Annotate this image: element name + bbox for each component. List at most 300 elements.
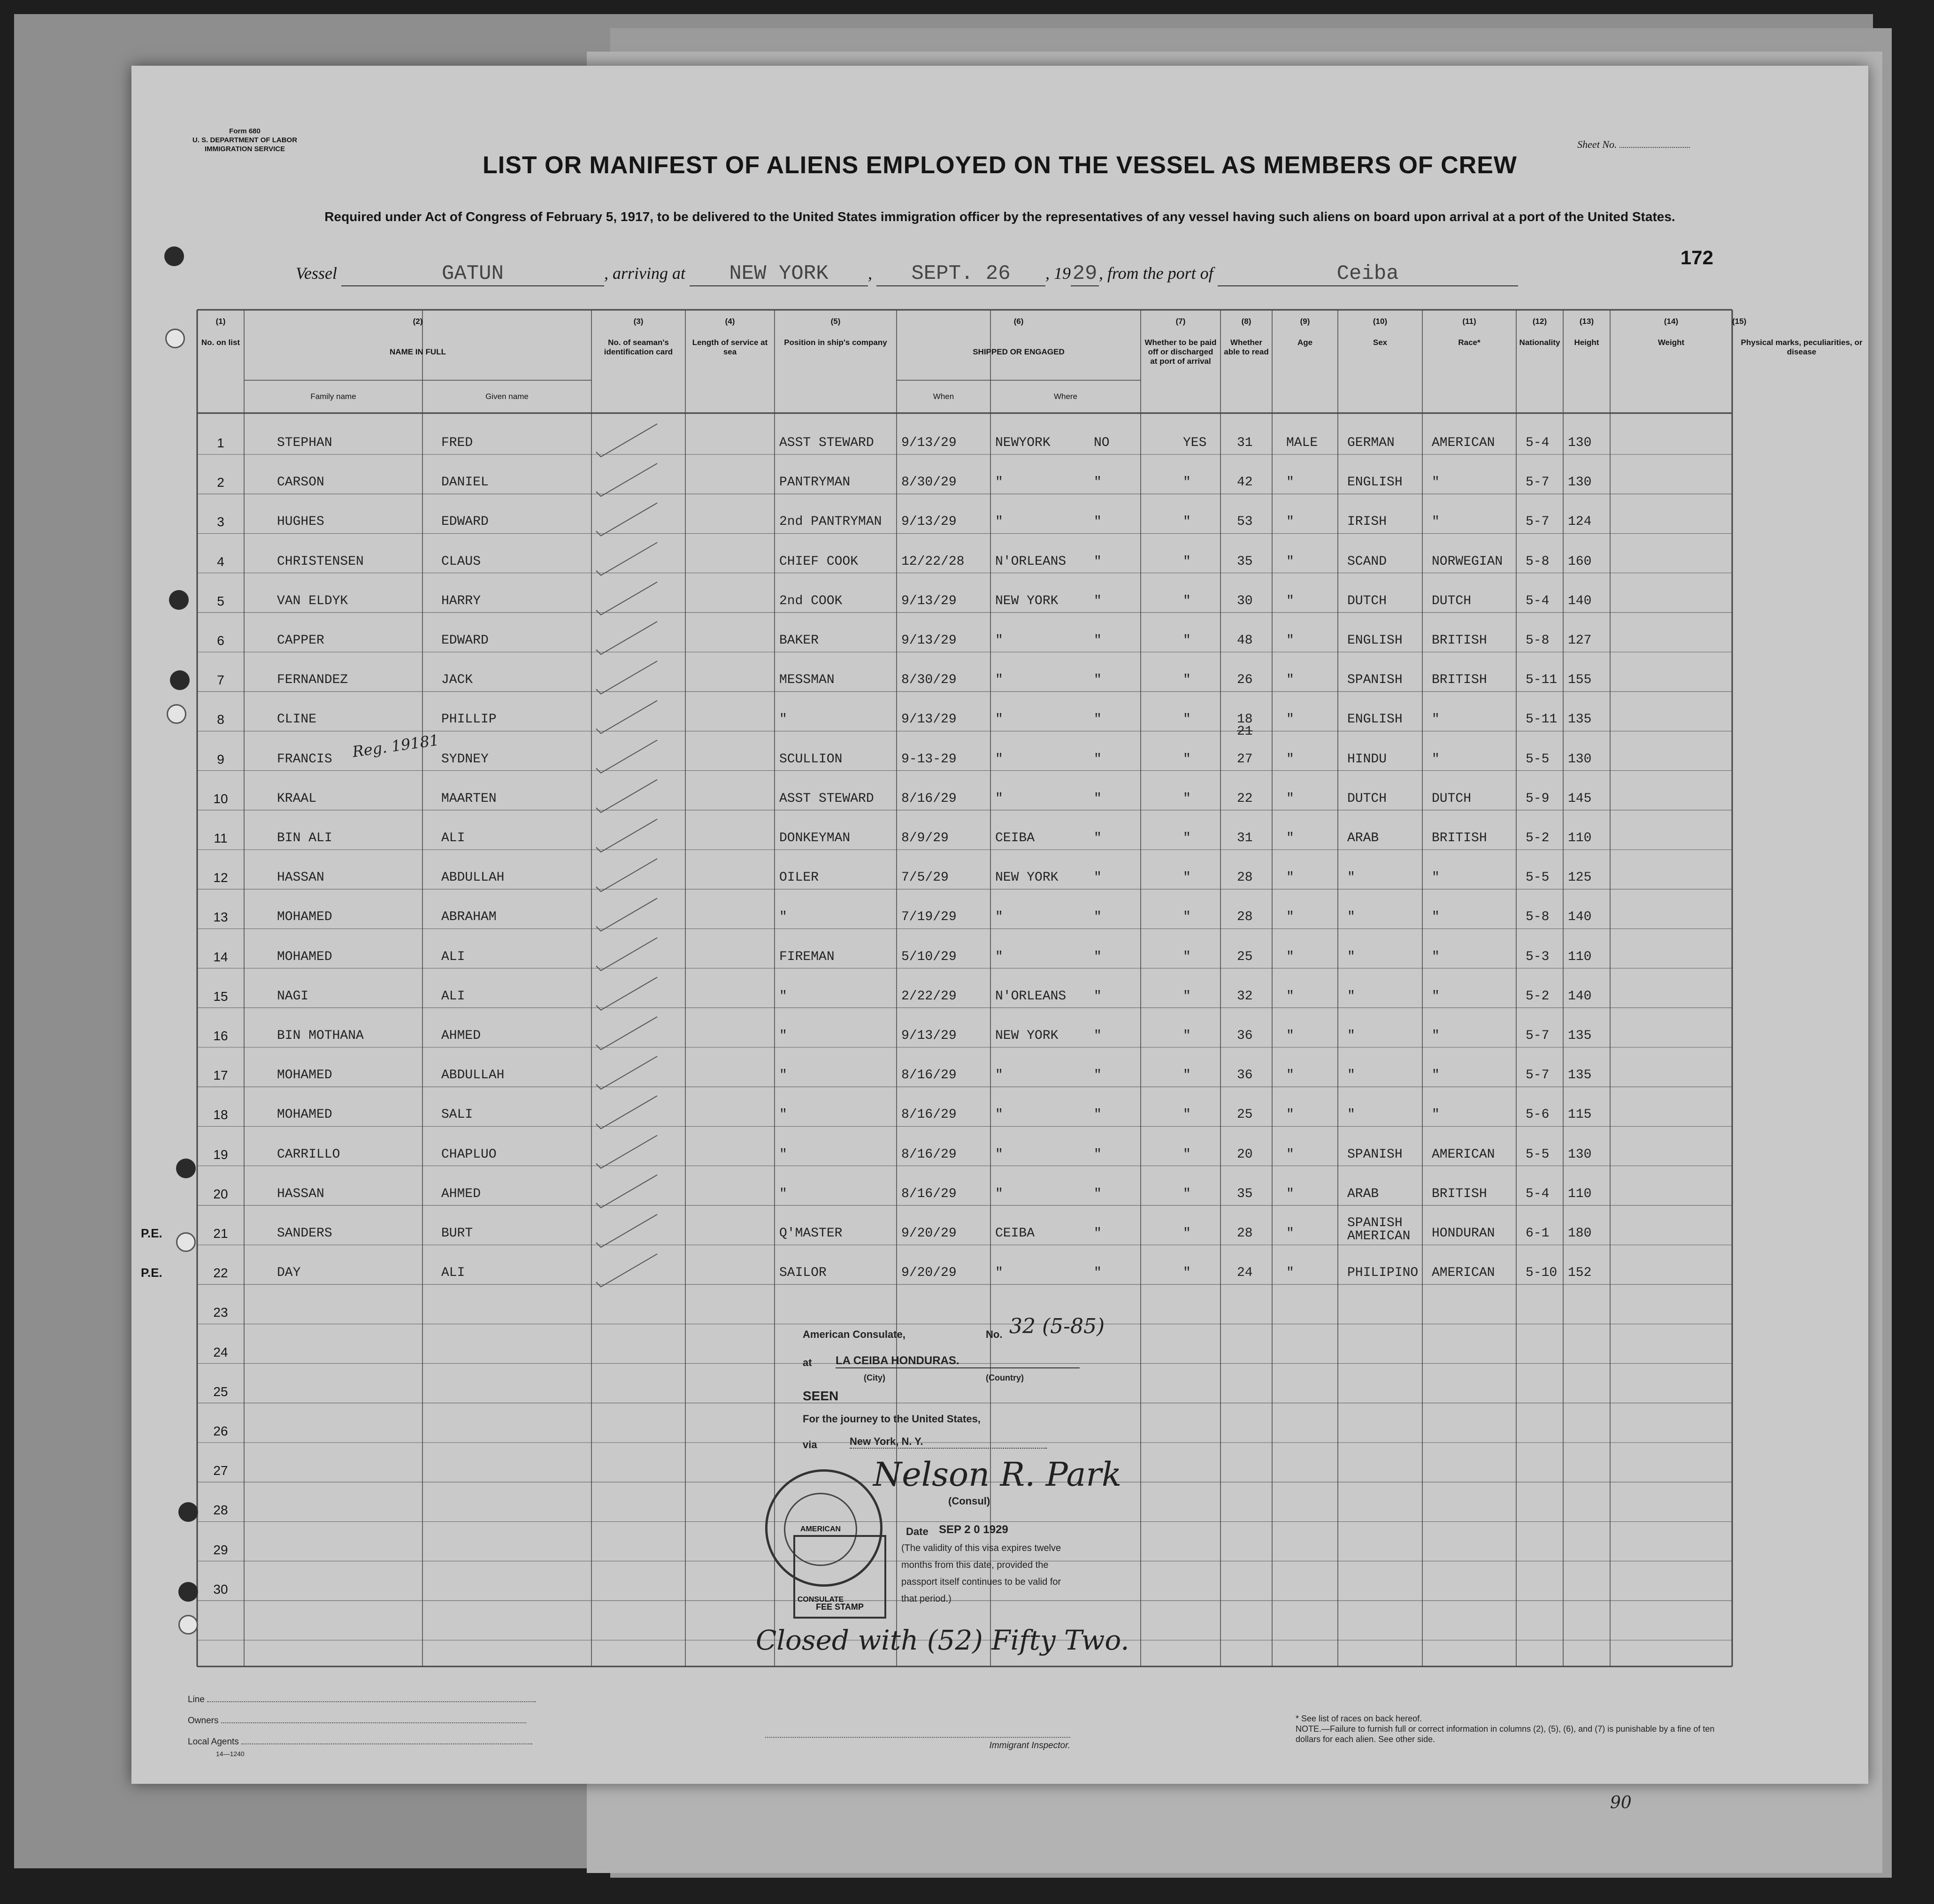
binder-hole (176, 1159, 196, 1178)
cell-family: KRAAL (277, 791, 317, 806)
column-number: (12) (1532, 317, 1547, 326)
cell-weight: 140 (1568, 593, 1592, 608)
row-number: 28 (213, 1503, 228, 1518)
check-mark (596, 1254, 657, 1287)
cell-sex: " (1286, 870, 1294, 885)
cell-family: MOHAMED (277, 1107, 332, 1122)
row-number: 24 (213, 1344, 228, 1359)
cell-height: 5-2 (1526, 831, 1550, 845)
cell-family: MOHAMED (277, 1068, 332, 1083)
service: IMMIGRATION SERVICE (204, 145, 285, 153)
cell-paid: NO (1094, 436, 1110, 450)
row-number: 9 (217, 752, 224, 767)
cell-height: 5-7 (1526, 1068, 1550, 1083)
row-number: 17 (213, 1068, 228, 1083)
column-number: (5) (830, 317, 841, 326)
cell-given: ABDULLAH (441, 870, 505, 885)
cell-where: " (995, 752, 1003, 767)
cell-height: 5-5 (1526, 1147, 1550, 1162)
row-number: 23 (213, 1305, 228, 1320)
cell-when: 2/22/29 (901, 989, 957, 1004)
cell-where: " (995, 1147, 1003, 1162)
check-mark (596, 503, 657, 536)
column-number: (1) (215, 317, 226, 326)
binder-hole (165, 329, 185, 348)
binder-hole (170, 670, 190, 690)
cell-when: 9/13/29 (901, 1029, 957, 1043)
row-number: 12 (213, 870, 228, 885)
cell-race: SCAND (1347, 554, 1387, 569)
column-number: (2) (413, 317, 423, 326)
cell-sex: " (1286, 1107, 1294, 1122)
cell-race: " (1347, 1068, 1355, 1083)
from-port: Ceiba (1218, 262, 1518, 286)
footer-note: * See list of races on back hereof. NOTE.—Failure to furnish full or correct information in columns (2), (5), (6), and (7) is punishable by a fine of ten dollars for each alien. See other side. (1296, 1714, 1715, 1744)
cell-family: BIN ALI (277, 831, 332, 845)
cell-weight: 152 (1568, 1266, 1592, 1281)
cell-given: JACK (441, 673, 473, 688)
cell-height: 5-5 (1526, 870, 1550, 885)
cell-nationality: " (1432, 514, 1440, 530)
consul-signature: Nelson R. Park (873, 1455, 1122, 1494)
cell-read: " (1183, 1186, 1191, 1201)
cell-when: 8/9/29 (901, 831, 949, 845)
cell-family: FRANCIS (277, 752, 332, 767)
cell-when: 8/16/29 (901, 791, 957, 806)
cell-sex: " (1286, 791, 1294, 806)
row-number: 3 (217, 514, 224, 530)
binder-hole (167, 704, 186, 724)
cell-read: " (1183, 791, 1191, 806)
cell-nationality: " (1432, 475, 1440, 490)
cell-given: BURT (441, 1226, 473, 1241)
cell-where: " (995, 1266, 1003, 1281)
cell-nationality: BRITISH (1432, 831, 1487, 845)
cell-when: 8/16/29 (901, 1068, 957, 1083)
journey-label: For the journey to the United States, (803, 1413, 981, 1425)
cell-paid: " (1094, 554, 1102, 569)
check-mark (596, 1214, 657, 1247)
cell-where: " (995, 712, 1003, 727)
age-overwrite: 21 (1237, 724, 1253, 739)
cell-where: " (995, 1186, 1003, 1201)
cell-sex: " (1286, 1147, 1294, 1162)
cell-sex: " (1286, 989, 1294, 1004)
cell-family: HASSAN (277, 870, 324, 885)
cell-read: YES (1183, 436, 1207, 450)
cell-family: NAGI (277, 989, 309, 1004)
margin-note: 90 (1610, 1793, 1632, 1812)
row-number: 6 (217, 633, 224, 648)
vessel-line: Vessel GATUN , arriving at NEW YORK , SEPT. 26 , 1929, from the port of Ceiba (296, 262, 1518, 286)
cell-when: 5/10/29 (901, 949, 957, 964)
cell-family: CARSON (277, 475, 324, 490)
cell-paid: " (1094, 712, 1102, 727)
cell-position: MESSMAN (779, 673, 835, 688)
cell-weight: 130 (1568, 475, 1592, 490)
cell-race: ENGLISH (1347, 475, 1403, 490)
cell-height: 5-11 (1526, 673, 1558, 688)
arrival-year: 29 (1071, 262, 1099, 286)
pe-mark: P.E. (141, 1266, 162, 1280)
row-number: 22 (213, 1266, 228, 1281)
cell-age: 26 (1237, 673, 1253, 688)
column-subheader: When (933, 392, 954, 401)
cell-paid: " (1094, 1266, 1102, 1281)
cell-family: BIN MOTHANA (277, 1029, 364, 1043)
column-header: Sex (1373, 338, 1388, 347)
cell-weight: 135 (1568, 712, 1592, 727)
cell-family: SANDERS (277, 1226, 332, 1241)
binder-hole (178, 1502, 198, 1522)
cell-read: " (1183, 514, 1191, 530)
cell-nationality: " (1432, 1029, 1440, 1043)
cell-sex: " (1286, 831, 1294, 845)
column-number: (15) (1732, 317, 1747, 326)
row-number: 11 (214, 831, 228, 845)
cell-read: " (1183, 1226, 1191, 1241)
binder-hole (164, 246, 184, 266)
cell-when: 9/20/29 (901, 1266, 957, 1281)
cell-when: 9/13/29 (901, 712, 957, 727)
cell-given: EDWARD (441, 633, 489, 648)
cell-weight: 130 (1568, 436, 1592, 450)
cell-paid: " (1094, 949, 1102, 964)
row-number: 25 (213, 1384, 228, 1399)
cell-nationality: " (1432, 752, 1440, 767)
cell-age: 31 (1237, 831, 1253, 845)
binder-hole (169, 590, 189, 610)
cell-age: 18 (1237, 712, 1253, 727)
closed-note: Closed with (52) Fifty Two. (756, 1624, 1129, 1656)
cell-race: " (1347, 870, 1355, 885)
cell-when: 7/5/29 (901, 870, 949, 885)
cell-read: " (1183, 1029, 1191, 1043)
column-number: (11) (1462, 317, 1476, 326)
cell-race: " (1347, 1107, 1355, 1122)
cell-read: " (1183, 554, 1191, 569)
cell-nationality: " (1432, 910, 1440, 925)
cell-where: NEW YORK (995, 593, 1059, 608)
column-number: (6) (1013, 317, 1024, 326)
row-number: 14 (213, 949, 228, 964)
cell-when: 8/30/29 (901, 475, 957, 490)
row-number: 7 (217, 673, 224, 688)
cell-when: 9/13/29 (901, 633, 957, 648)
form-subtitle: Required under Act of Congress of February 5, 1917, to be delivered to the United States immigration officer by the representatives of any vessel having such aliens on board upon arrival at a port of the United States. (324, 209, 1675, 224)
cell-position: " (779, 1068, 787, 1083)
cell-sex: " (1286, 633, 1294, 648)
cell-height: 5-7 (1526, 475, 1550, 490)
cell-paid: " (1094, 1186, 1102, 1201)
cell-age: 35 (1237, 554, 1253, 569)
column-number: (8) (1241, 317, 1251, 326)
column-subheader: Family name (310, 392, 356, 401)
cell-read: " (1183, 633, 1191, 648)
cell-where: NEW YORK (995, 870, 1059, 885)
column-header: No. of seaman's identification card (604, 338, 673, 356)
cell-given: FRED (441, 436, 473, 450)
cell-read: " (1183, 475, 1191, 490)
column-header: NAME IN FULL (390, 347, 446, 356)
cell-when: 9/13/29 (901, 514, 957, 530)
cell-when: 12/22/28 (901, 554, 965, 569)
cell-given: CHAPLUO (441, 1147, 497, 1162)
consulate-label: American Consulate, (803, 1328, 906, 1340)
cell-where: " (995, 514, 1003, 530)
cell-sex: " (1286, 910, 1294, 925)
cell-weight: 124 (1568, 514, 1592, 530)
binder-hole (176, 1232, 196, 1252)
cell-height: 5-8 (1526, 633, 1550, 648)
cell-position: ASST STEWARD (779, 436, 874, 450)
check-mark (596, 463, 657, 496)
check-mark (596, 582, 657, 615)
check-mark (596, 1096, 657, 1129)
sheet-number: Sheet No. (1577, 138, 1690, 151)
cell-race: ARAB (1347, 1186, 1379, 1201)
cell-given: ABRAHAM (441, 910, 497, 925)
column-subheader: Where (1053, 392, 1078, 401)
cell-given: CLAUS (441, 554, 481, 569)
row-number: 18 (213, 1107, 228, 1122)
row-number: 29 (213, 1542, 228, 1557)
cell-age: 31 (1237, 436, 1253, 450)
cell-weight: 135 (1568, 1029, 1592, 1043)
cell-paid: " (1094, 514, 1102, 530)
cell-when: 9-13-29 (901, 752, 957, 767)
cell-given: AHMED (441, 1186, 481, 1201)
cell-race: SPANISH AMERICAN (1347, 1216, 1411, 1244)
column-header: Position in ship's company (784, 338, 887, 347)
check-mark (596, 898, 657, 931)
cell-where: " (995, 949, 1003, 964)
cell-height: 5-3 (1526, 949, 1550, 964)
row-number: 2 (217, 475, 224, 490)
cell-position: SAILOR (779, 1266, 827, 1281)
cell-position: FIREMAN (779, 949, 835, 964)
row-number: 1 (217, 436, 224, 450)
cell-height: 5-5 (1526, 752, 1550, 767)
date-value: SEP 2 0 1929 (939, 1523, 1008, 1536)
cell-age: 32 (1237, 989, 1253, 1004)
cell-height: 5-4 (1526, 436, 1550, 450)
row-number: 16 (213, 1029, 228, 1043)
arrival-port: NEW YORK (690, 262, 868, 286)
country-label: (Country) (986, 1373, 1024, 1382)
cell-read: " (1183, 910, 1191, 925)
cell-given: SYDNEY (441, 752, 489, 767)
column-header: Race* (1458, 338, 1481, 347)
cell-sex: " (1286, 593, 1294, 608)
cell-race: " (1347, 910, 1355, 925)
cell-when: 8/16/29 (901, 1147, 957, 1162)
row-number: 19 (213, 1147, 228, 1162)
cell-age: 48 (1237, 633, 1253, 648)
consulate-seal-text: AMERICAN CONSULATE (784, 1493, 857, 1566)
column-subheader: Given name (485, 392, 529, 401)
seen-label: SEEN (803, 1389, 839, 1403)
check-mark (596, 977, 657, 1010)
row-number: 26 (213, 1424, 228, 1438)
consulate-number-label: No. (986, 1328, 1003, 1340)
cell-height: 5-2 (1526, 989, 1550, 1004)
cell-family: CLINE (277, 712, 317, 727)
cell-family: STEPHAN (277, 436, 332, 450)
cell-race: " (1347, 989, 1355, 1004)
form-title: LIST OR MANIFEST OF ALIENS EMPLOYED ON THE VESSEL AS MEMBERS OF CREW (483, 152, 1517, 179)
cell-race: " (1347, 949, 1355, 964)
cell-when: 9/20/29 (901, 1226, 957, 1241)
cell-race: IRISH (1347, 514, 1387, 530)
check-mark (596, 1056, 657, 1089)
column-header: Physical marks, peculiarities, or disease (1741, 338, 1863, 356)
row-number: 13 (213, 910, 228, 925)
cell-nationality: AMERICAN (1432, 1266, 1495, 1281)
cell-height: 5-9 (1526, 791, 1550, 806)
cell-paid: " (1094, 1029, 1102, 1043)
cell-paid: " (1094, 633, 1102, 648)
cell-nationality: " (1432, 870, 1440, 885)
column-header: Age (1297, 338, 1313, 347)
row-number: 15 (213, 989, 228, 1004)
consulate-at: at (803, 1357, 812, 1368)
cell-given: SALI (441, 1107, 473, 1122)
cell-position: 2nd PANTRYMAN (779, 514, 882, 530)
cell-age: 28 (1237, 1226, 1253, 1241)
fee-stamp: FEE STAMP (793, 1535, 886, 1619)
cell-where: " (995, 1107, 1003, 1122)
cell-weight: 110 (1568, 831, 1592, 845)
consul-label: (Consul) (948, 1495, 990, 1507)
cell-given: HARRY (441, 593, 481, 608)
check-mark (596, 1017, 657, 1050)
cell-age: 22 (1237, 791, 1253, 806)
cell-sex: MALE (1286, 436, 1318, 450)
cell-age: 36 (1237, 1029, 1253, 1043)
date-label: Date (906, 1526, 929, 1537)
cell-position: PANTRYMAN (779, 475, 851, 490)
cell-position: Q'MASTER (779, 1226, 843, 1241)
cell-family: CAPPER (277, 633, 324, 648)
cell-where: CEIBA (995, 1226, 1035, 1241)
cell-when: 9/13/29 (901, 593, 957, 608)
cell-read: " (1183, 1266, 1191, 1281)
cell-race: " (1347, 1029, 1355, 1043)
cell-position: " (779, 1107, 787, 1122)
cell-read: " (1183, 752, 1191, 767)
cell-age: 36 (1237, 1068, 1253, 1083)
cell-height: 5-7 (1526, 1029, 1550, 1043)
footer-agents: Local Agents (188, 1737, 532, 1747)
cell-family: MOHAMED (277, 949, 332, 964)
cell-nationality: BRITISH (1432, 673, 1487, 688)
cell-nationality: AMERICAN (1432, 436, 1495, 450)
cell-family: VAN ELDYK (277, 593, 348, 608)
cell-height: 5-8 (1526, 554, 1550, 569)
form-number: Form 680 (229, 127, 261, 135)
check-mark (596, 740, 657, 773)
cell-position: ASST STEWARD (779, 791, 874, 806)
vessel-name: GATUN (341, 262, 604, 286)
cell-given: ALI (441, 1266, 465, 1281)
cell-age: 35 (1237, 1186, 1253, 1201)
cell-nationality: DUTCH (1432, 791, 1472, 806)
column-number: (7) (1175, 317, 1186, 326)
cell-where: " (995, 1068, 1003, 1083)
cell-age: 20 (1237, 1147, 1253, 1162)
visa-validity: (The validity of this visa expires twelve months from this date, provided the passport itself continues to be valid for that period.) (901, 1543, 1061, 1604)
cell-paid: " (1094, 593, 1102, 608)
footer-code: 14—1240 (216, 1750, 245, 1758)
cell-when: 8/16/29 (901, 1186, 957, 1201)
cell-given: AHMED (441, 1029, 481, 1043)
check-mark (596, 700, 657, 733)
cell-position: " (779, 910, 787, 925)
manifest-page (131, 66, 1868, 1812)
cell-race: ENGLISH (1347, 633, 1403, 648)
cell-paid: " (1094, 910, 1102, 925)
cell-nationality: " (1432, 712, 1440, 727)
cell-paid: " (1094, 1068, 1102, 1083)
cell-family: HASSAN (277, 1186, 324, 1201)
cell-age: 28 (1237, 870, 1253, 885)
cell-race: DUTCH (1347, 791, 1387, 806)
cell-nationality: BRITISH (1432, 1186, 1487, 1201)
check-mark (596, 1175, 657, 1208)
arrival-date: SEPT. 26 (876, 262, 1045, 286)
binder-hole (178, 1615, 198, 1635)
pe-mark: P.E. (141, 1226, 162, 1240)
column-header: Weight (1658, 338, 1685, 347)
column-header: Length of service at sea (692, 338, 768, 356)
cell-sex: " (1286, 554, 1294, 569)
column-header: Nationality (1519, 338, 1560, 347)
via-city: New York, N. Y. (850, 1436, 1047, 1449)
cell-where: " (995, 633, 1003, 648)
cell-nationality: " (1432, 949, 1440, 964)
cell-paid: " (1094, 673, 1102, 688)
cell-age: 27 (1237, 752, 1253, 767)
cell-nationality: AMERICAN (1432, 1147, 1495, 1162)
row-number: 5 (217, 593, 224, 608)
consulate-number: 32 (5-85) (1009, 1314, 1105, 1338)
cell-weight: 135 (1568, 1068, 1592, 1083)
cell-read: " (1183, 831, 1191, 845)
cell-read: " (1183, 870, 1191, 885)
cell-where: CEIBA (995, 831, 1035, 845)
row-number: 8 (217, 712, 224, 727)
cell-age: 24 (1237, 1266, 1253, 1281)
cell-paid: " (1094, 870, 1102, 885)
cell-age: 28 (1237, 910, 1253, 925)
cell-position: CHIEF COOK (779, 554, 859, 569)
cell-race: PHILIPINO (1347, 1266, 1419, 1281)
cell-family: HUGHES (277, 514, 324, 530)
cell-nationality: BRITISH (1432, 633, 1487, 648)
cell-family: MOHAMED (277, 910, 332, 925)
cell-when: 9/13/29 (901, 436, 957, 450)
cell-nationality: DUTCH (1432, 593, 1472, 608)
row-number: 10 (213, 791, 228, 806)
cell-race: ARAB (1347, 831, 1379, 845)
cell-weight: 110 (1568, 949, 1592, 964)
cell-position: " (779, 989, 787, 1004)
cell-position: BAKER (779, 633, 819, 648)
cell-where: NEW YORK (995, 1029, 1059, 1043)
cell-race: DUTCH (1347, 593, 1387, 608)
cell-race: SPANISH (1347, 673, 1403, 688)
